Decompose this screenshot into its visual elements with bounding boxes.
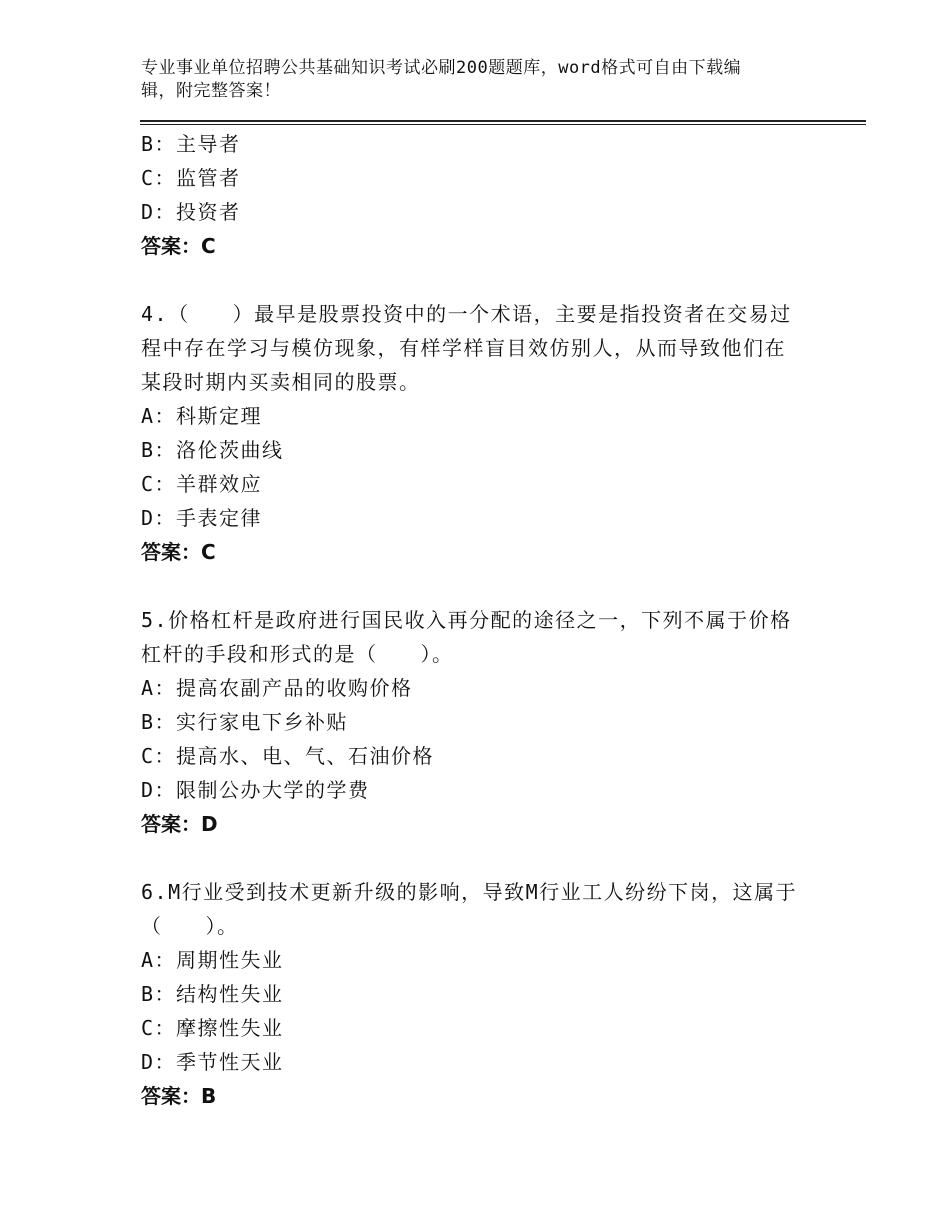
question-5 [141,603,821,841]
option-a: A：科斯定理 [141,404,263,428]
option-a: A：提高农副产品的收购价格 [141,676,413,700]
option-d: D：手表定律 [141,506,263,530]
option-c: C：羊群效应 [141,472,263,496]
question-text-line: 6.M行业受到技术更新升级的影响，导致M行业工人纷纷下岗，这属于 [141,880,798,904]
question-6 [141,875,821,1113]
option-a: A：周期性失业 [141,948,284,972]
question-text-line: （ ）。 [141,914,239,938]
option-c: C：监管者 [141,166,241,190]
answer-line: 答案：D [141,812,218,836]
question-text-line: 5.价格杠杆是政府进行国民收入再分配的途径之一，下列不属于价格 [141,608,792,632]
header-rule-thick [140,120,866,122]
option-b: B：结构性失业 [141,982,284,1006]
answer-line: 答案：C [141,540,216,564]
option-d: D：季节性天业 [141,1050,284,1074]
answer-line: 答案：C [141,234,216,258]
option-c: C：摩擦性失业 [141,1016,284,1040]
question-text-line: 4.（ ）最早是股票投资中的一个术语，主要是指投资者在交易过 [141,302,792,326]
answer-line: 答案：B [141,1084,217,1108]
question-text-line: 某段时期内买卖相同的股票。 [141,370,421,394]
partial-question [141,127,821,263]
header-line-1: 专业事业单位招聘公共基础知识考试必刷200题题库，word格式可自由下载编 [141,58,742,78]
option-b: B：洛伦茨曲线 [141,438,284,462]
option-c: C：提高水、电、气、石油价格 [141,744,435,768]
option-d: D：限制公办大学的学费 [141,778,370,802]
option-d: D：投资者 [141,200,241,224]
header-rule-thin [140,124,866,125]
question-4 [141,297,821,569]
header-line-2: 辑，附完整答案！ [141,81,281,101]
option-b: B：实行家电下乡补贴 [141,710,349,734]
option-b: B：主导者 [141,132,241,156]
question-text-line: 程中存在学习与模仿现象，有样学样盲目效仿别人，从而导致他们在 [141,336,786,360]
question-text-line: 杠杆的手段和形式的是（ ）。 [141,642,454,666]
document-header [141,57,791,103]
document-body [141,127,821,1113]
